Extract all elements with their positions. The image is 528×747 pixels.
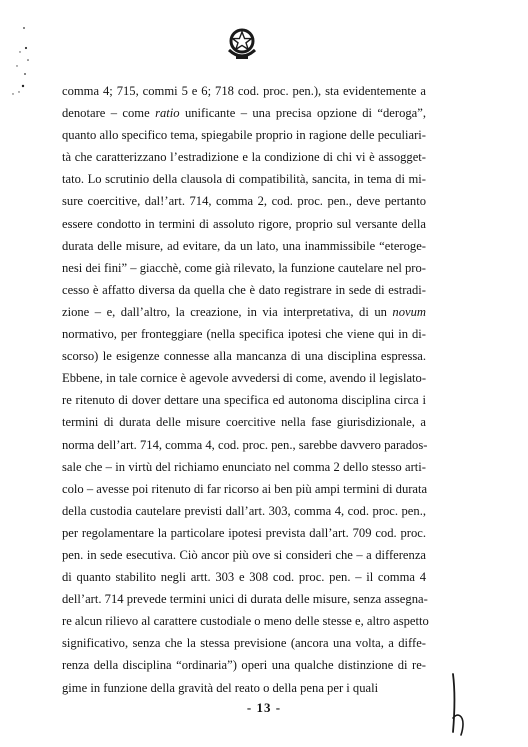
handwritten-mark-icon (446, 672, 470, 738)
text-line: quanto allo specifico tema, spiegabile proprio in ragione delle peculiari- (62, 128, 426, 143)
page-number: - 13 - (246, 700, 282, 715)
text-line: dell’art. 714 prevede termini unici di durata delle misure, senza assegna- (62, 592, 428, 607)
text-line: nesi dei fini” – giacchè, come già rilevato, la funzione cautelare nel pro- (62, 260, 426, 275)
text-line: significativo, senza che la stessa previsione (ancora una volta, a diffe- (62, 636, 426, 651)
text-line: renza della disciplina “ordinaria”) operi una qualche distinzione di re- (62, 658, 426, 673)
text-line: pen. in sede esecutiva. Ciò ancor più ove si consideri che – a differenza (62, 547, 426, 562)
text-line: scorso) le esigenze connesse alla mancanza di una disciplina espressa. (62, 349, 426, 364)
text-line: della custodia cautelare previsti dall’art. 303, comma 4, cod. proc. pen., (62, 503, 426, 518)
scan-specks (6, 22, 30, 102)
text-line: sure coercitive, dal!’art. 714, comma 2, cod. proc. pen., deve pertanto (62, 194, 426, 209)
text-line: sale che – in virtù del richiamo enunciato nel comma 2 dello stesso arti- (62, 459, 426, 474)
text-line: norma dell’art. 714, comma 4, cod. proc. pen., sarebbe davvero parados- (62, 437, 428, 452)
text-line: Ebbene, in tale cornice è agevole avvedersi di come, avendo il legislato- (62, 371, 427, 386)
text-line: di quanto stabilito negli artt. 303 e 308 cod. proc. pen. – il comma 4 (62, 570, 426, 585)
text-line: cesso è affatto diversa da quella che è dato registrare in sede di estradi- (62, 282, 426, 297)
text-line: comma 4; 715, commi 5 e 6; 718 cod. proc. pen.), sta evidentemente a (62, 84, 426, 98)
body-text (62, 80, 429, 699)
text-line: zione – e, dall’altro, la creazione, in via interpretativa, di un novum (62, 304, 426, 319)
text-line: normativo, per fronteggiare (nella specifica ipotesi che viene qui in di- (62, 327, 426, 342)
text-line: tà che caratterizzano l’estradizione e la condizione di chi vi è assogget- (62, 150, 426, 165)
text-line: gime in funzione della gravità del reato o della pena per i quali (62, 680, 379, 695)
text-line: tato. Lo scrutinio della clausola di compatibilità, sancita, in tema di mi- (62, 172, 426, 187)
text-line: durata delle misure, ad evitare, da un lato, una inammissibile “eteroge- (62, 238, 426, 253)
text-line: denotare – come ratio unificante – una precisa opzione di “deroga”, (62, 106, 426, 121)
text-line: re ritenuto di dover dettare una specifica ed autonoma disciplina circa i (62, 393, 426, 408)
text-line: essere condotto in termini di assoluto rigore, proprio sul versante della (62, 216, 426, 231)
italian-republic-emblem-icon (224, 24, 260, 62)
text-line: colo – avesse poi ritenuto di far ricorso ai ben più ampi termini di durata (62, 481, 428, 496)
text-line: per regolamentare la particolare ipotesi prevista dall’art. 709 cod. proc. (62, 525, 426, 540)
text-line: re alcun rilievo al carattere custodiale o meno delle stesse e, altro aspetto (62, 614, 429, 629)
text-line: termini di durata delle misure coercitive nella fase giurisdizionale, a (62, 415, 426, 430)
